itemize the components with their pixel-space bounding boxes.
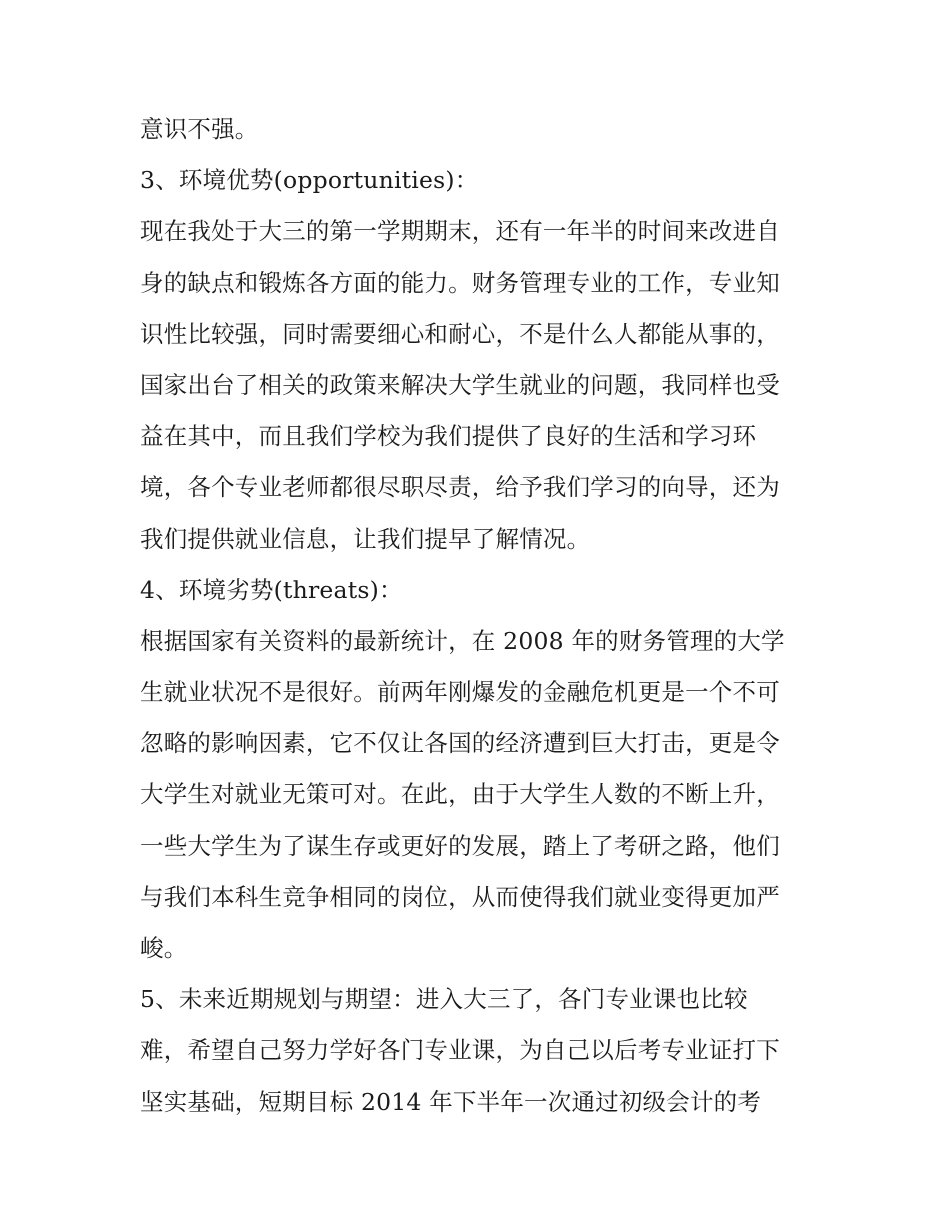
text-line: 身的缺点和锻炼各方面的能力。财务管理专业的工作，专业知 [140, 268, 780, 297]
text-line: 识性比较强，同时需要细心和耐心，不是什么人都能从事的， [140, 319, 780, 348]
text-line: 忽略的影响因素，它不仅让各国的经济遭到巨大打击，更是令 [140, 729, 780, 758]
text-line: 生就业状况不是很好。前两年刚爆发的金融危机更是一个不可 [140, 678, 780, 707]
text-line: 益在其中，而且我们学校为我们提供了良好的生活和学习环 [140, 422, 757, 451]
text-line: 大学生对就业无策可对。在此，由于大学生人数的不断上升， [140, 780, 780, 809]
document-body [140, 104, 820, 1128]
section-heading-plans: 5、未来近期规划与期望：进入大三了，各门专业课也比较 [140, 985, 748, 1014]
text-line: 坚实基础，短期目标 2014 年下半年一次通过初级会计的考 [140, 1087, 762, 1116]
text-line: 我们提供就业信息，让我们提早了解情况。 [140, 524, 591, 553]
text-line: 难，希望自己努力学好各门专业课，为自己以后考专业证打下 [140, 1036, 780, 1065]
text-line: 根据国家有关资料的最新统计，在 2008 年的财务管理的大学 [140, 626, 785, 655]
section-heading-threats: 4、环境劣势(threats)： [140, 575, 403, 604]
text-line: 国家出台了相关的政策来解决大学生就业的问题，我同样也受 [140, 370, 780, 399]
text-line: 境，各个专业老师都很尽职尽责，给予我们学习的向导，还为 [140, 473, 780, 502]
text-line: 现在我处于大三的第一学期期末，还有一年半的时间来改进自 [140, 217, 780, 246]
text-line: 一些大学生为了谋生存或更好的发展，踏上了考研之路，他们 [140, 831, 780, 860]
text-line: 峻。 [140, 934, 188, 962]
text-line: 与我们本科生竞争相同的岗位，从而使得我们就业变得更加严 [140, 882, 780, 911]
text-line: 意识不强。 [140, 115, 259, 143]
section-heading-opportunities: 3、环境优势(opportunities)： [140, 166, 479, 195]
